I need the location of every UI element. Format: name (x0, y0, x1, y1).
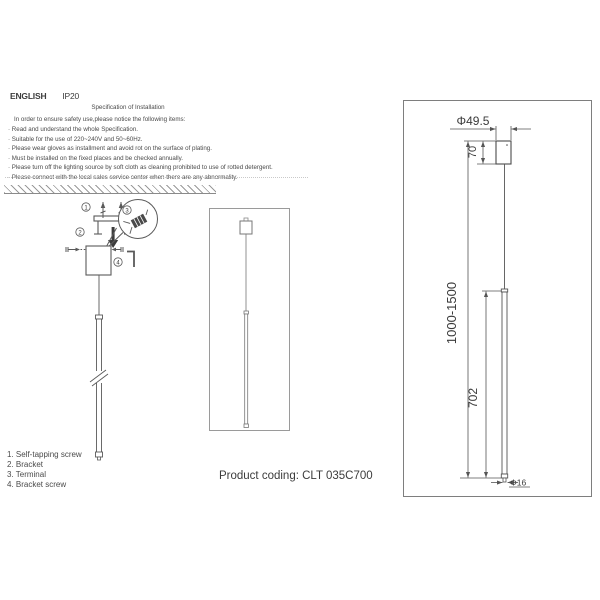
pendant-tube (244, 311, 248, 428)
legend-item: 3. Terminal (7, 470, 46, 479)
canopy-diameter-label: Φ49.5 (456, 114, 490, 128)
dim-canopy-diameter (450, 114, 531, 140)
callout-4-label: 4 (116, 260, 120, 267)
callout-1 (82, 203, 90, 212)
dim-canopy-height (464, 141, 496, 164)
canopy (496, 141, 511, 164)
callout-2 (76, 228, 84, 237)
terminal-magnifier (104, 200, 158, 252)
spec-item: · Please wear gloves as installment and avoid rot on the surface of plating. (8, 145, 212, 152)
canopy-screw-dot (506, 144, 508, 146)
product-coding: Product coding: CLT 035C700 (219, 470, 373, 482)
legend-item: 4. Bracket screw (7, 480, 67, 489)
pendant-tube (501, 289, 507, 482)
language-label: ENGLISH (10, 91, 47, 101)
suspension-range-label: 1000-1500 (444, 281, 459, 345)
specification-intro: In order to ensure safety use,please notice the following items: (14, 115, 186, 123)
callout-3 (123, 206, 131, 215)
spec-item: · Suitable for the use of 220~240V and 50~60Hz. (8, 135, 143, 143)
spec-item: · Must be installed on the fixed places and be checked annually. (8, 154, 183, 162)
sheet-header (10, 91, 79, 101)
tube-diameter-label: Φ16 (510, 477, 527, 488)
bracket-screw-left (66, 247, 86, 252)
callout-1-label: 1 (84, 205, 88, 212)
spec-item: · Read and understand the whole Specification. (8, 126, 139, 133)
legend-item: 2. Bracket (7, 460, 44, 469)
legend-item: 1. Self-tapping screw (7, 450, 82, 459)
callout-4 (114, 258, 122, 267)
dim-tube-diameter (491, 478, 530, 488)
dim-suspension-range (444, 142, 468, 478)
dimension-drawing-box (403, 100, 592, 497)
dim-fixture-length (466, 291, 501, 478)
callout-2-label: 2 (78, 230, 82, 237)
canopy (240, 221, 252, 234)
canopy (86, 246, 111, 275)
spec-item: · Please turn off the lighting source by soft cloth as cleaning prohibited to use of rotted detergent. (8, 164, 273, 171)
callout-3-label: 3 (125, 208, 129, 215)
pendant-tube (90, 315, 108, 460)
divider-dotted (5, 177, 308, 178)
allen-key-icon (127, 252, 134, 268)
fixture-length-label: 702 (466, 387, 480, 409)
specification-title: Specification of Installation (91, 104, 165, 111)
dimension-drawing (404, 101, 591, 496)
ip-rating-label: IP20 (62, 91, 80, 101)
specification-block (6, 103, 336, 182)
canopy-height-label: 70 (467, 145, 479, 159)
product-thumbnail-box (209, 208, 290, 431)
parts-legend (7, 450, 82, 490)
installation-diagram (0, 190, 220, 470)
product-thumbnail (210, 209, 289, 430)
mount-direction-arrow-icon (108, 227, 118, 248)
spec-item: · Please connect with the local sales service center when there are any abnormality. (8, 173, 238, 181)
